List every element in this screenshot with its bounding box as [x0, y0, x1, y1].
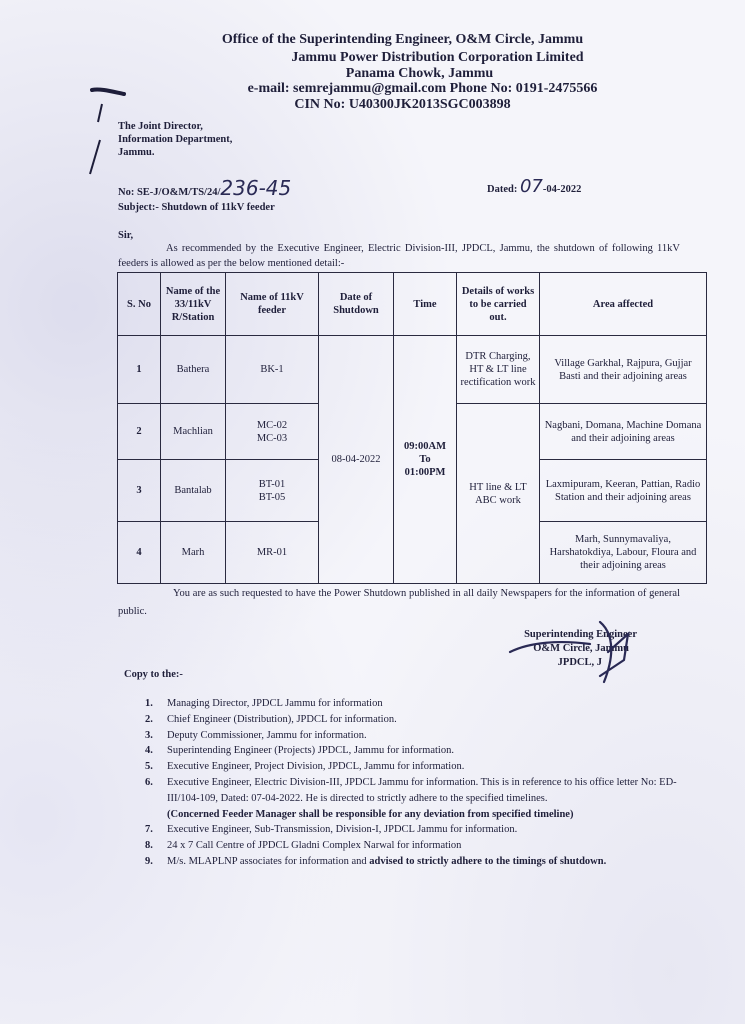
list-text: Executive Engineer, Electric Division-III, JPDCL Jammu for information. This is in reference to his office letter No: ED-III/104-109, Dated: 07-04-2022. He is directed to strictly adhere to the specified timelines.: [167, 776, 677, 804]
table-row: [118, 336, 707, 404]
addressee-line: Jammu.: [118, 147, 155, 158]
dated-label: Dated:: [487, 184, 518, 195]
list-number: 4.: [145, 745, 153, 757]
time-from: 09:00AM: [404, 441, 446, 452]
list-text: M/s. MLAPLNP associates for information and: [167, 855, 370, 867]
area-cell: Nagbani, Domana, Machine Domana and their adjoining areas: [540, 404, 707, 460]
shutdown-table: [117, 272, 707, 584]
list-item: [145, 854, 690, 870]
shutdown-date-cell: 08-04-2022: [319, 336, 394, 584]
column-header: Date of Shutdown: [319, 273, 394, 336]
serial-cell: 1: [118, 336, 161, 404]
list-text: Chief Engineer (Distribution), JPDCL for information.: [167, 713, 397, 725]
letter-date: [487, 176, 581, 197]
list-number: 9.: [145, 855, 153, 867]
works-cell: DTR Charging, HT & LT line rectification work: [457, 336, 540, 404]
list-text: Managing Director, JPDCL Jammu for information: [167, 698, 383, 709]
list-number: 2.: [145, 713, 153, 725]
station-cell: Bathera: [161, 336, 226, 404]
list-number: 7.: [145, 824, 153, 836]
table-header-row: [118, 273, 707, 336]
intro-paragraph: As recommended by the Executive Engineer, Electric Division-III, JPDCL, Jammu, the shutdown of following 11kV feeders is allowed as per the below mentioned detail:-: [118, 243, 680, 269]
closing-paragraph: You are as such requested to have the Power Shutdown published in all daily Newspapers for the information of general public.: [118, 588, 680, 617]
serial-cell: 3: [118, 460, 161, 522]
list-number: 6.: [145, 776, 153, 788]
column-header: Name of the 33/11kV R/Station: [161, 273, 226, 336]
time-cell: [394, 336, 457, 584]
list-text: Deputy Commissioner, Jammu for information.: [167, 729, 367, 741]
signature-line: O&M Circle, Jammu: [533, 643, 629, 654]
addressee-line: The Joint Director,: [118, 121, 203, 132]
reference-prefix: No: SE-J/O&M/TS/24/: [118, 187, 221, 198]
feeder-name: BT-01: [258, 478, 286, 490]
list-item: [145, 728, 690, 744]
list-text: 24 x 7 Call Centre of JPDCL Gladni Complex Narwal for information: [167, 840, 462, 852]
column-header: Details of works to be carried out.: [457, 273, 540, 336]
addressee-block: [118, 120, 232, 159]
reference-number: [118, 176, 291, 200]
list-text: Executive Engineer, Sub-Transmission, Division-I, JPDCL Jammu for information.: [167, 824, 518, 836]
handwritten-day: 07: [519, 176, 543, 197]
list-text: Superintending Engineer (Projects) JPDCL, Jammu for information.: [167, 745, 454, 757]
feeder-cell: [226, 404, 319, 460]
feeder-name: MC-03: [256, 432, 288, 444]
feeder-name: BT-05: [258, 491, 286, 503]
letterhead-office: Office of the Superintending Engineer, O&M Circle, Jammu: [221, 32, 584, 47]
list-text: Executive Engineer, Project Division, JPDCL, Jammu for information.: [167, 761, 465, 773]
list-number: 1.: [145, 698, 153, 709]
works-cell: HT line & LT ABC work: [457, 404, 540, 584]
column-header: Area affected: [540, 273, 707, 336]
feeder-name: MC-02: [256, 419, 288, 431]
letterhead-company: Jammu Power Distribution Corporation Limited: [291, 50, 584, 65]
feeder-cell: MR-01: [226, 522, 319, 584]
area-cell: Laxmipuram, Keeran, Pattian, Radio Station and their adjoining areas: [540, 460, 707, 522]
list-item: [145, 696, 690, 712]
signature-scribble-icon: [500, 612, 640, 687]
copy-to-label: Copy to the:-: [124, 669, 183, 680]
list-item: [145, 759, 690, 775]
letterhead-cin: CIN No: U40300JK2013SGC003898: [294, 97, 511, 112]
list-bold-text: advised to strictly adhere to the timings of shutdown.: [369, 855, 607, 867]
dated-rest: -04-2022: [542, 184, 582, 195]
list-item: [145, 838, 690, 854]
list-item: [145, 822, 690, 838]
letterhead-address: Panama Chowk, Jammu: [345, 66, 494, 81]
column-header: S. No: [118, 273, 161, 336]
addressee-line: Information Department,: [118, 134, 233, 145]
column-header: Name of 11kV feeder: [226, 273, 319, 336]
handwritten-reference-number: 236-45: [220, 176, 292, 200]
list-number: 8.: [145, 840, 153, 852]
serial-cell: 2: [118, 404, 161, 460]
area-cell: Village Garkhal, Rajpura, Gujjar Basti and their adjoining areas: [540, 336, 707, 404]
column-header: Time: [394, 273, 457, 336]
list-item: [145, 743, 690, 759]
time-to-word: To: [419, 454, 431, 465]
list-number: 3.: [145, 729, 153, 741]
list-item: [145, 712, 690, 728]
station-cell: Machlian: [161, 404, 226, 460]
list-bold-text: (Concerned Feeder Manager shall be responsible for any deviation from specified timeline): [167, 808, 574, 820]
signature-line: Superintending Engineer: [524, 629, 637, 640]
feeder-cell: BK-1: [226, 336, 319, 404]
signature-line: JPDCL, J: [557, 657, 602, 668]
salutation: Sir,: [118, 230, 134, 241]
list-number: 5.: [145, 761, 153, 773]
area-cell: Marh, Sunnymavaliya, Harshatokdiya, Labour, Floura and their adjoining areas: [540, 522, 707, 584]
feeder-cell: [226, 460, 319, 522]
serial-cell: 4: [118, 522, 161, 584]
list-item: [145, 775, 690, 822]
station-cell: Marh: [161, 522, 226, 584]
station-cell: Bantalab: [161, 460, 226, 522]
copy-list: [145, 696, 690, 870]
letterhead-contact: e-mail: semrejammu@gmail.com Phone No: 0191-2475566: [247, 81, 598, 96]
time-to: 01:00PM: [404, 467, 446, 478]
subject-line: Subject:- Shutdown of 11kV feeder: [118, 202, 275, 213]
